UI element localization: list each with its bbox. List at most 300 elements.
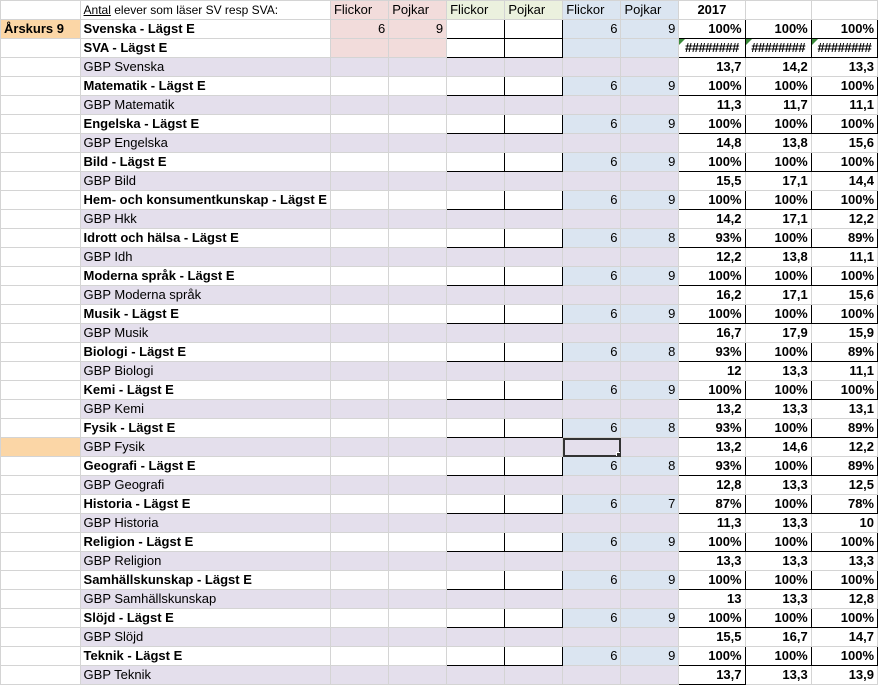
gbp-filler-cell[interactable] [621,438,679,457]
gbp-label[interactable]: GBP Fysik [80,438,330,457]
grade-label[interactable]: Årskurs 9 [1,20,81,39]
pct-flickor[interactable]: 100% [745,20,811,39]
passed-pojkar[interactable]: 8 [621,419,679,438]
gbp-filler-cell[interactable] [505,476,563,495]
gbp-filler-cell[interactable] [447,96,505,115]
pojkar-input[interactable] [505,343,563,362]
pojkar-input[interactable] [505,571,563,590]
gbp-filler-cell[interactable] [563,324,621,343]
row-header-cell[interactable] [1,514,81,533]
flickor-input[interactable] [447,571,505,590]
gbp-filler-cell[interactable] [389,96,447,115]
gbp-value-total[interactable]: 12,2 [679,248,745,267]
pojkar-input[interactable] [505,457,563,476]
gbp-filler-cell[interactable] [563,590,621,609]
gbp-filler-cell[interactable] [389,590,447,609]
flickor-input[interactable] [447,267,505,286]
gbp-filler-cell[interactable] [389,324,447,343]
pojkar-input[interactable] [505,647,563,666]
gbp-filler-cell[interactable] [563,210,621,229]
pct-total[interactable]: 93% [679,229,745,248]
pojkar-input[interactable] [505,191,563,210]
gbp-filler-cell[interactable] [389,514,447,533]
gbp-filler-cell[interactable] [330,552,388,571]
empty-cell[interactable] [389,533,447,552]
empty-cell[interactable] [330,457,388,476]
empty-cell[interactable] [330,533,388,552]
passed-flickor[interactable]: 6 [563,609,621,628]
error-cell[interactable] [745,39,811,58]
pojkar-input[interactable] [505,495,563,514]
header-flickor-1[interactable]: Flickor [330,1,388,20]
gbp-filler-cell[interactable] [330,628,388,647]
empty-cell[interactable] [330,229,388,248]
row-header-cell[interactable] [1,210,81,229]
gbp-value-pojkar[interactable]: 13,1 [811,400,877,419]
passed-pojkar[interactable]: 9 [621,533,679,552]
gbp-filler-cell[interactable] [447,134,505,153]
gbp-value-flickor[interactable]: 13,3 [745,552,811,571]
subject-label[interactable]: Musik - Lägst E [80,305,330,324]
flickor-input[interactable] [447,533,505,552]
empty-cell[interactable] [330,647,388,666]
pct-flickor[interactable]: 100% [745,267,811,286]
pojkar-input[interactable] [505,381,563,400]
flickor-input[interactable] [447,647,505,666]
gbp-filler-cell[interactable] [563,248,621,267]
gbp-label[interactable]: GBP Geografi [80,476,330,495]
gbp-filler-cell[interactable] [505,628,563,647]
row-header-cell[interactable] [1,628,81,647]
gbp-filler-cell[interactable] [563,476,621,495]
sv-pojkar[interactable]: 9 [389,20,447,39]
pojkar-input[interactable] [505,229,563,248]
passed-pojkar[interactable]: 8 [621,343,679,362]
empty-cell[interactable] [389,115,447,134]
header-pojkar-1[interactable]: Pojkar [389,1,447,20]
pct-pojkar[interactable]: 100% [811,20,877,39]
gbp-filler-cell[interactable] [330,248,388,267]
pct-flickor[interactable]: 100% [745,495,811,514]
gbp-filler-cell[interactable] [330,58,388,77]
gbp-filler-cell[interactable] [447,210,505,229]
gbp-filler-cell[interactable] [330,172,388,191]
pct-flickor[interactable]: 100% [745,229,811,248]
row-header-cell[interactable] [1,134,81,153]
passed-pojkar[interactable]: 9 [621,115,679,134]
row-header-cell[interactable] [1,571,81,590]
pct-total[interactable]: 100% [679,191,745,210]
row-header-cell[interactable] [1,343,81,362]
flickor-input[interactable] [447,495,505,514]
pct-total[interactable]: 100% [679,647,745,666]
pct-total[interactable]: 93% [679,457,745,476]
gbp-value-flickor[interactable]: 14,2 [745,58,811,77]
flickor-input[interactable] [447,419,505,438]
gbp-value-total[interactable]: 16,2 [679,286,745,305]
empty-cell[interactable] [330,153,388,172]
pct-pojkar[interactable]: 100% [811,533,877,552]
passed-flickor[interactable]: 6 [563,115,621,134]
gbp-filler-cell[interactable] [330,666,388,685]
pct-total[interactable]: 100% [679,20,745,39]
pojkar-input[interactable] [505,533,563,552]
passed-flickor[interactable]: 6 [563,381,621,400]
row-header-cell[interactable] [1,305,81,324]
gbp-filler-cell[interactable] [330,438,388,457]
gbp-value-pojkar[interactable]: 14,4 [811,172,877,191]
gbp-value-total[interactable]: 11,3 [679,96,745,115]
passed-pojkar[interactable]: 9 [621,20,679,39]
row-header-cell[interactable] [1,419,81,438]
gbp-filler-cell[interactable] [389,628,447,647]
flickor-input[interactable] [447,191,505,210]
subject-label[interactable]: Historia - Lägst E [80,495,330,514]
header-pojkar-3[interactable]: Pojkar [621,1,679,20]
subject-label[interactable]: Kemi - Lägst E [80,381,330,400]
gbp-filler-cell[interactable] [330,324,388,343]
pct-pojkar[interactable]: 100% [811,267,877,286]
empty-cell[interactable] [389,77,447,96]
gbp-filler-cell[interactable] [505,362,563,381]
gbp-filler-cell[interactable] [505,248,563,267]
pct-flickor[interactable]: 100% [745,571,811,590]
gbp-filler-cell[interactable] [330,286,388,305]
gbp-label[interactable]: GBP Bild [80,172,330,191]
empty-cell[interactable] [330,381,388,400]
row-header-cell[interactable] [1,476,81,495]
gbp-value-flickor[interactable]: 13,3 [745,590,811,609]
gbp-label[interactable]: GBP Engelska [80,134,330,153]
row-header-cell[interactable] [1,400,81,419]
subject-label[interactable]: Bild - Lägst E [80,153,330,172]
pct-flickor[interactable]: 100% [745,343,811,362]
gbp-label[interactable]: GBP Teknik [80,666,330,685]
row-header-cell[interactable] [1,552,81,571]
gbp-value-total[interactable]: 15,5 [679,172,745,191]
pct-total[interactable]: 93% [679,419,745,438]
row-header-cell[interactable] [1,191,81,210]
gbp-filler-cell[interactable] [505,134,563,153]
gbp-label[interactable]: GBP Svenska [80,58,330,77]
gbp-filler-cell[interactable] [447,58,505,77]
passed-pojkar[interactable]: 9 [621,381,679,400]
gbp-value-total[interactable]: 14,2 [679,210,745,229]
pct-total[interactable]: 100% [679,305,745,324]
gbp-value-flickor[interactable]: 16,7 [745,628,811,647]
header-year[interactable]: 2017 [679,1,745,20]
gbp-value-pojkar[interactable]: 13,3 [811,58,877,77]
gbp-label[interactable]: GBP Slöjd [80,628,330,647]
passed-flickor[interactable]: 6 [563,419,621,438]
empty-cell[interactable] [389,495,447,514]
flickor-input[interactable] [447,305,505,324]
gbp-filler-cell[interactable] [505,172,563,191]
gbp-filler-cell[interactable] [389,400,447,419]
pct-pojkar[interactable]: 100% [811,305,877,324]
gbp-value-flickor[interactable]: 13,8 [745,248,811,267]
gbp-value-total[interactable]: 13 [679,590,745,609]
gbp-value-total[interactable]: 12,8 [679,476,745,495]
row-header-cell[interactable] [1,647,81,666]
row-header-cell[interactable] [1,666,81,685]
row-header-cell[interactable] [1,39,81,58]
pct-total[interactable]: 100% [679,267,745,286]
gbp-value-pojkar[interactable]: 15,9 [811,324,877,343]
gbp-value-pojkar[interactable]: 13,3 [811,552,877,571]
flickor-input[interactable] [447,457,505,476]
gbp-value-pojkar[interactable]: 15,6 [811,134,877,153]
gbp-filler-cell[interactable] [447,172,505,191]
gbp-value-total[interactable]: 13,2 [679,438,745,457]
gbp-label[interactable]: GBP Idh [80,248,330,267]
empty-cell[interactable] [389,457,447,476]
gbp-value-total[interactable]: 13,3 [679,552,745,571]
row-header-cell[interactable] [1,172,81,191]
subject-label[interactable]: Svenska - Lägst E [80,20,330,39]
subject-label[interactable]: Biologi - Lägst E [80,343,330,362]
row-header-cell[interactable] [1,267,81,286]
empty-cell[interactable] [389,267,447,286]
passed-flickor[interactable]: 6 [563,77,621,96]
pct-total[interactable]: 100% [679,533,745,552]
header-note[interactable] [80,1,330,20]
gbp-label[interactable]: GBP Musik [80,324,330,343]
gbp-filler-cell[interactable] [447,628,505,647]
empty-cell[interactable] [330,115,388,134]
empty-cell[interactable] [389,381,447,400]
pct-pojkar[interactable]: 78% [811,495,877,514]
gbp-filler-cell[interactable] [447,362,505,381]
gbp-filler-cell[interactable] [447,590,505,609]
gbp-filler-cell[interactable] [621,248,679,267]
passed-flickor[interactable]: 6 [563,647,621,666]
gbp-filler-cell[interactable] [505,58,563,77]
pct-total[interactable]: 100% [679,153,745,172]
gbp-filler-cell[interactable] [621,514,679,533]
fill-handle[interactable] [616,452,621,457]
gbp-label[interactable]: GBP Kemi [80,400,330,419]
gbp-value-pojkar[interactable]: 12,5 [811,476,877,495]
flickor-input[interactable] [447,153,505,172]
gbp-value-pojkar[interactable]: 12,2 [811,438,877,457]
passed-flickor[interactable]: 6 [563,191,621,210]
sv-flickor[interactable]: 6 [330,20,388,39]
gbp-value-flickor[interactable]: 11,7 [745,96,811,115]
gbp-filler-cell[interactable] [621,96,679,115]
pct-total[interactable]: 87% [679,495,745,514]
gbp-value-total[interactable]: 12 [679,362,745,381]
gbp-filler-cell[interactable] [389,362,447,381]
gbp-filler-cell[interactable] [621,476,679,495]
gbp-filler-cell[interactable] [621,286,679,305]
pct-pojkar[interactable]: 100% [811,77,877,96]
gbp-filler-cell[interactable] [505,438,563,457]
empty-cell[interactable] [389,305,447,324]
gbp-value-total[interactable]: 13,2 [679,400,745,419]
gbp-filler-cell[interactable] [330,590,388,609]
passed-pojkar[interactable] [621,39,679,58]
header-flickor-3[interactable]: Flickor [563,1,621,20]
gbp-filler-cell[interactable] [389,210,447,229]
cell-a1[interactable] [1,1,81,20]
row-header-cell[interactable] [1,533,81,552]
pct-total[interactable]: 100% [679,381,745,400]
gbp-value-total[interactable]: 14,8 [679,134,745,153]
flickor-input[interactable] [447,115,505,134]
gbp-filler-cell[interactable] [563,666,621,685]
pct-flickor[interactable]: 100% [745,609,811,628]
pct-total[interactable]: 100% [679,571,745,590]
pct-pojkar[interactable]: 89% [811,229,877,248]
pct-pojkar[interactable]: 100% [811,191,877,210]
flickor-input[interactable] [447,229,505,248]
gbp-filler-cell[interactable] [505,324,563,343]
gbp-value-pojkar[interactable]: 11,1 [811,248,877,267]
selected-cell[interactable] [563,438,621,457]
passed-pojkar[interactable]: 8 [621,229,679,248]
gbp-value-flickor[interactable]: 14,6 [745,438,811,457]
gbp-filler-cell[interactable] [505,552,563,571]
flickor-input[interactable] [447,609,505,628]
passed-pojkar[interactable]: 9 [621,647,679,666]
pct-total[interactable]: 100% [679,115,745,134]
pct-pojkar[interactable]: 89% [811,343,877,362]
header-flickor-2[interactable]: Flickor [447,1,505,20]
gbp-filler-cell[interactable] [563,514,621,533]
gbp-value-total[interactable]: 13,7 [679,666,745,685]
subject-label[interactable]: Hem- och konsumentkunskap - Lägst E [80,191,330,210]
pct-pojkar[interactable]: 100% [811,571,877,590]
subject-label[interactable]: Idrott och hälsa - Lägst E [80,229,330,248]
row-header-cell[interactable] [1,58,81,77]
subject-label[interactable]: Religion - Lägst E [80,533,330,552]
passed-flickor[interactable]: 6 [563,457,621,476]
passed-pojkar[interactable]: 9 [621,191,679,210]
gbp-value-total[interactable]: 16,7 [679,324,745,343]
passed-pojkar[interactable]: 7 [621,495,679,514]
gbp-label[interactable]: GBP Matematik [80,96,330,115]
passed-pojkar[interactable]: 9 [621,571,679,590]
pct-flickor[interactable]: 100% [745,77,811,96]
gbp-filler-cell[interactable] [621,58,679,77]
passed-pojkar[interactable]: 9 [621,267,679,286]
gbp-filler-cell[interactable] [389,134,447,153]
passed-flickor[interactable]: 6 [563,20,621,39]
pct-flickor[interactable]: 100% [745,647,811,666]
passed-flickor[interactable]: 6 [563,571,621,590]
flickor-input[interactable] [447,343,505,362]
gbp-filler-cell[interactable] [563,286,621,305]
pojkar-input[interactable] [505,305,563,324]
gbp-value-pojkar[interactable]: 12,8 [811,590,877,609]
gbp-value-pojkar[interactable]: 12,2 [811,210,877,229]
error-cell[interactable] [811,39,877,58]
pct-flickor[interactable]: 100% [745,153,811,172]
row-header-cell[interactable] [1,229,81,248]
pct-flickor[interactable]: 100% [745,115,811,134]
error-cell[interactable] [679,39,745,58]
gbp-filler-cell[interactable] [330,134,388,153]
gbp-value-pojkar[interactable]: 15,6 [811,286,877,305]
flickor-input[interactable] [447,77,505,96]
gbp-filler-cell[interactable] [447,476,505,495]
row-header-cell[interactable] [1,96,81,115]
subject-label[interactable]: Teknik - Lägst E [80,647,330,666]
gbp-label[interactable]: GBP Historia [80,514,330,533]
gbp-filler-cell[interactable] [563,400,621,419]
empty-cell[interactable] [389,571,447,590]
gbp-value-flickor[interactable]: 13,3 [745,362,811,381]
gbp-value-flickor[interactable]: 17,1 [745,210,811,229]
passed-flickor[interactable]: 6 [563,153,621,172]
empty-cell[interactable] [330,495,388,514]
row-header-cell[interactable] [1,457,81,476]
pct-pojkar[interactable]: 100% [811,381,877,400]
gbp-filler-cell[interactable] [505,514,563,533]
gbp-filler-cell[interactable] [389,248,447,267]
empty-cell[interactable] [389,153,447,172]
header-pojkar-2[interactable]: Pojkar [505,1,563,20]
gbp-filler-cell[interactable] [563,362,621,381]
pojkar-input[interactable] [505,419,563,438]
header-empty-2[interactable] [811,1,877,20]
passed-flickor[interactable]: 6 [563,267,621,286]
row-header-cell[interactable] [1,381,81,400]
pct-flickor[interactable]: 100% [745,191,811,210]
gbp-filler-cell[interactable] [563,96,621,115]
empty-cell[interactable] [330,267,388,286]
subject-label[interactable]: Engelska - Lägst E [80,115,330,134]
empty-cell[interactable] [330,343,388,362]
gbp-filler-cell[interactable] [505,96,563,115]
passed-pojkar[interactable]: 9 [621,153,679,172]
empty-cell[interactable] [330,571,388,590]
pct-pojkar[interactable]: 100% [811,115,877,134]
gbp-filler-cell[interactable] [447,248,505,267]
subject-label[interactable]: Slöjd - Lägst E [80,609,330,628]
gbp-filler-cell[interactable] [447,666,505,685]
gbp-label[interactable]: GBP Moderna språk [80,286,330,305]
gbp-value-total[interactable]: 11,3 [679,514,745,533]
subject-label[interactable]: Moderna språk - Lägst E [80,267,330,286]
passed-flickor[interactable]: 6 [563,533,621,552]
gbp-filler-cell[interactable] [330,210,388,229]
gbp-value-flickor[interactable]: 17,1 [745,286,811,305]
gbp-filler-cell[interactable] [389,286,447,305]
subject-label[interactable]: Geografi - Lägst E [80,457,330,476]
gbp-value-flickor[interactable]: 13,3 [745,476,811,495]
gbp-filler-cell[interactable] [389,172,447,191]
gbp-filler-cell[interactable] [447,552,505,571]
row-header-cell[interactable] [1,77,81,96]
gbp-filler-cell[interactable] [505,400,563,419]
gbp-filler-cell[interactable] [621,210,679,229]
gbp-filler-cell[interactable] [447,438,505,457]
row-header-cell[interactable] [1,495,81,514]
gbp-filler-cell[interactable] [330,96,388,115]
gbp-value-flickor[interactable]: 17,1 [745,172,811,191]
sva-flickor-input[interactable] [447,39,505,58]
sva-flickor-input[interactable] [447,20,505,39]
pct-pojkar[interactable]: 100% [811,609,877,628]
gbp-filler-cell[interactable] [621,134,679,153]
gbp-filler-cell[interactable] [505,666,563,685]
gbp-filler-cell[interactable] [389,438,447,457]
empty-cell[interactable] [389,191,447,210]
row-header-cell[interactable] [1,153,81,172]
gbp-filler-cell[interactable] [563,552,621,571]
